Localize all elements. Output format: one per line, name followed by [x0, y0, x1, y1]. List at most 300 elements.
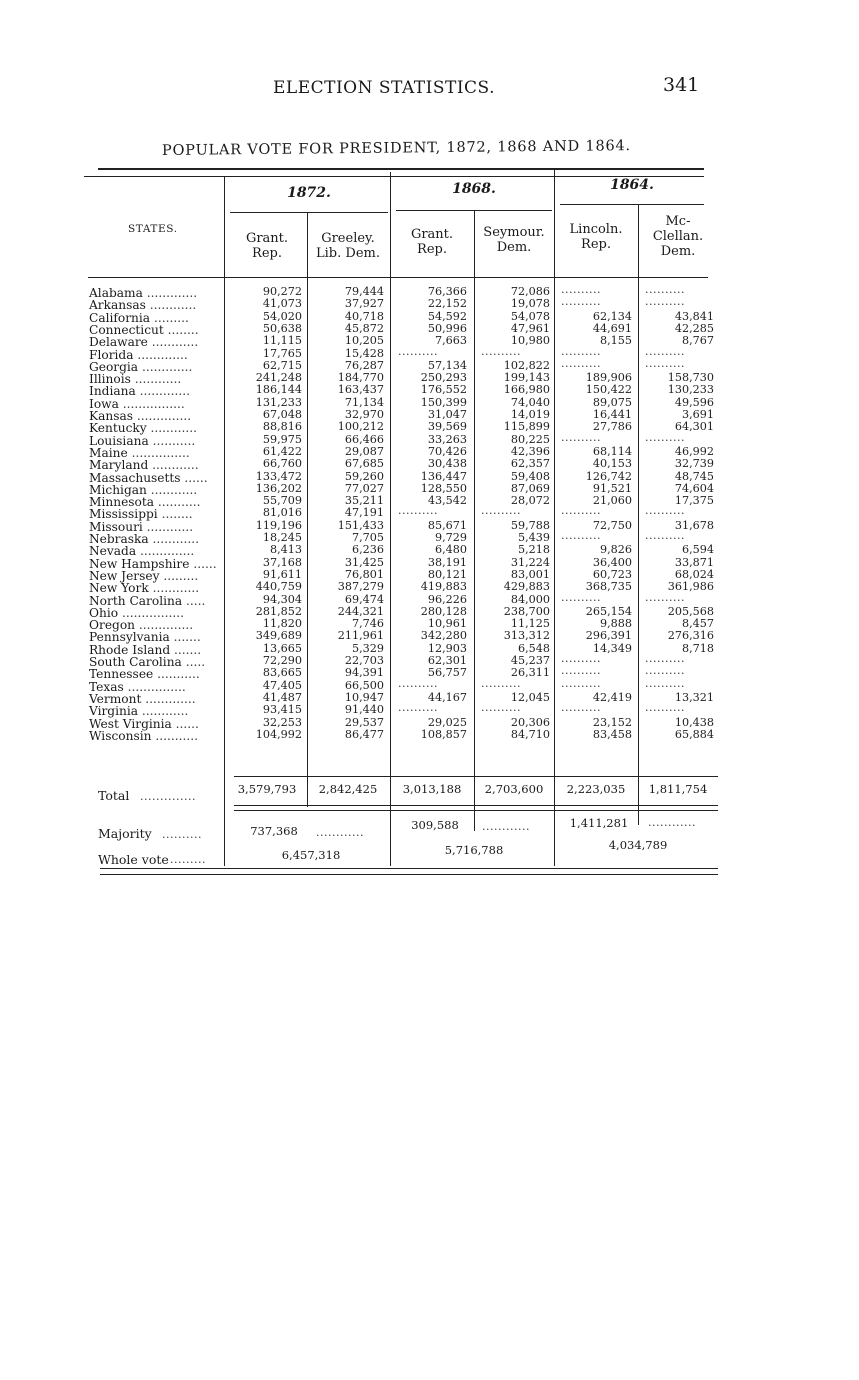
vote-value: 84,000	[510, 592, 550, 606]
vote-value: 83,665	[262, 666, 302, 680]
vote-value: 35,211	[344, 494, 384, 508]
leader-dots: ......	[171, 716, 199, 731]
state-label: New Hampshire	[89, 556, 190, 571]
empty-cell-dots: ..........	[561, 344, 601, 358]
vote-value: 65,884	[674, 727, 714, 741]
vote-value: 33,263	[427, 432, 467, 446]
vote-value: 15,428	[344, 346, 384, 360]
leader-dots: .............	[142, 286, 198, 300]
vote-value: 163,437	[337, 383, 384, 397]
year-header: 1864.	[610, 177, 654, 193]
vote-value: 136,202	[255, 481, 302, 495]
vote-value: 84,710	[510, 727, 550, 741]
majority-value: 737,368	[250, 824, 298, 838]
vote-value: 176,552	[420, 383, 467, 397]
column-header-line1: Lincoln.	[569, 222, 623, 237]
state-label: Minnesota	[89, 495, 155, 510]
total-bottom-rule-2	[234, 810, 718, 811]
vote-value: 32,970	[344, 408, 384, 421]
vote-value: 31,224	[510, 555, 550, 569]
empty-cell-dots: ..........	[645, 283, 685, 296]
leader-dots: ............	[145, 298, 197, 313]
vote-value: 18,245	[262, 531, 302, 544]
vote-value: 66,500	[344, 678, 384, 692]
vote-value: 7,705	[351, 531, 384, 544]
state-label: Oregon	[89, 618, 136, 633]
vote-value: 108,857	[420, 727, 467, 741]
vote-value: 54,592	[427, 309, 467, 323]
column-header-line2: Clellan.	[652, 229, 704, 244]
leader-dots: ............	[148, 458, 199, 473]
col-divider-states	[224, 176, 225, 866]
leader-dots: .............	[141, 691, 196, 706]
majority-empty-dots: ............	[648, 816, 696, 829]
leader-dots: ................	[118, 396, 185, 411]
vote-value: 12,903	[427, 641, 467, 655]
whole-vote-value: 6,457,318	[281, 848, 341, 862]
empty-cell-dots: ..........	[561, 590, 601, 604]
vote-value: 68,024	[674, 567, 714, 581]
leader-dots: ...............	[127, 445, 190, 460]
vote-value: 61,422	[262, 444, 302, 458]
vote-value: 296,391	[585, 629, 632, 643]
state-label: South Carolina	[89, 655, 182, 669]
leader-dots: ............	[130, 372, 182, 387]
column-header-line1: Seymour.	[483, 225, 545, 240]
leader-dots: ............	[147, 335, 199, 350]
vote-value: 128,550	[420, 481, 467, 495]
total-value: 3,579,793	[237, 782, 297, 796]
vote-value: 81,016	[262, 506, 302, 520]
vote-value: 43,542	[427, 494, 467, 508]
leader-dots: .......	[169, 630, 201, 645]
vote-value: 47,961	[510, 321, 550, 335]
empty-cell-dots: ..........	[645, 590, 685, 604]
vote-value: 150,422	[585, 383, 632, 397]
vote-value: 85,671	[427, 518, 467, 532]
vote-value: 429,883	[503, 580, 550, 594]
vote-value: 46,992	[674, 444, 714, 458]
vote-value: 41,487	[262, 690, 302, 704]
vote-value: 387,279	[337, 580, 384, 594]
vote-value: 6,480	[434, 543, 467, 557]
vote-value: 7,746	[351, 617, 384, 631]
col-divider-1868a	[474, 211, 475, 831]
leader-dots: .............	[138, 359, 193, 374]
table-top-rule	[98, 168, 704, 170]
total-value: 2,223,035	[566, 782, 626, 796]
vote-value: 90,272	[262, 285, 302, 298]
vote-value: 50,638	[262, 321, 302, 335]
state-label: New York	[89, 581, 149, 596]
whole-vote-label: Whole vote	[98, 852, 169, 867]
vote-value: 9,729	[434, 531, 467, 544]
leader-dots: ...........	[151, 728, 198, 743]
column-header	[230, 231, 304, 261]
vote-value: 10,980	[510, 334, 550, 348]
empty-cell-dots: ..........	[645, 344, 685, 358]
state-label: California	[89, 310, 151, 325]
vote-value: 102,822	[503, 358, 550, 372]
table-title: POPULAR VOTE FOR PRESIDENT, 1872, 1868 AND 1864.	[161, 138, 632, 159]
vote-value: 30,438	[427, 457, 467, 471]
column-header-line1: Mc-	[665, 214, 691, 229]
vote-value: 72,290	[262, 654, 302, 667]
vote-value: 44,167	[427, 690, 467, 704]
leader-dots: ...........	[148, 433, 196, 448]
vote-value: 74,040	[510, 395, 550, 409]
vote-value: 265,154	[585, 604, 632, 618]
leader-dots: .......	[170, 642, 202, 657]
total-value: 2,842,425	[318, 782, 378, 796]
vote-value: 79,444	[344, 285, 384, 298]
vote-value: 11,115	[262, 334, 302, 348]
leader-dots: .....	[181, 655, 206, 669]
states-column-header: STATES.	[128, 223, 178, 235]
vote-value: 62,357	[510, 457, 550, 471]
whole-vote-value: 4,034,789	[608, 838, 668, 852]
leader-dots: .........	[150, 310, 189, 325]
state-label: Mississippi	[89, 507, 158, 522]
vote-value: 74,604	[674, 481, 714, 495]
vote-value: 36,400	[592, 555, 632, 569]
vote-value: 126,742	[585, 469, 632, 483]
vote-value: 29,537	[344, 715, 384, 729]
vote-value: 45,872	[344, 321, 384, 335]
vote-value: 9,826	[599, 543, 632, 557]
state-label: Michigan	[89, 482, 147, 497]
col-divider-1864a	[638, 205, 639, 825]
empty-cell-dots: ..........	[561, 283, 601, 296]
vote-value: 115,899	[503, 420, 550, 434]
state-name	[89, 730, 224, 743]
leader-dots: ......	[189, 556, 217, 571]
vote-value: 86,477	[344, 727, 384, 741]
vote-value: 6,548	[517, 641, 550, 655]
empty-cell-dots: ..........	[645, 701, 685, 715]
state-label: Virginia	[89, 704, 139, 719]
vote-value: 38,191	[427, 555, 467, 569]
vote-value: 7,663	[434, 334, 467, 348]
majority-value: 309,588	[411, 818, 459, 832]
vote-value: 3,691	[681, 408, 714, 421]
vote-value: 40,718	[344, 309, 384, 323]
state-label: Rhode Island	[89, 642, 171, 657]
state-label: Ohio	[89, 605, 119, 620]
vote-value: 91,611	[262, 567, 302, 581]
vote-value: 13,321	[674, 690, 714, 704]
vote-value: 10,961	[427, 617, 467, 631]
vote-value: 17,375	[674, 494, 714, 508]
vote-value: 100,212	[337, 420, 384, 434]
vote-value: 48,745	[674, 469, 714, 483]
majority-leader-dots: ..........	[162, 828, 202, 841]
leader-dots: ...........	[153, 667, 200, 682]
empty-cell-dots: ..........	[561, 430, 601, 444]
vote-value: 80,225	[510, 432, 550, 446]
vote-value: 16,441	[592, 408, 632, 421]
vote-value: 44,691	[592, 321, 632, 335]
column-header-line1: Greeley.	[321, 231, 375, 246]
leader-dots: ..............	[136, 544, 195, 559]
column-header-line2: Dem.	[496, 240, 532, 255]
year-rule-1864	[560, 204, 704, 205]
vote-value: 184,770	[337, 371, 384, 385]
state-label: Nebraska	[89, 532, 149, 546]
vote-value: 91,521	[592, 481, 632, 495]
year-header: 1872.	[287, 185, 331, 201]
leader-dots: ......	[180, 470, 208, 485]
leader-dots: ...............	[123, 679, 186, 694]
vote-value: 12,045	[510, 690, 550, 704]
column-header-line3: Dem.	[660, 244, 696, 259]
vote-value: 47,405	[262, 678, 302, 692]
majority-empty-dots: ............	[482, 820, 530, 833]
empty-cell-dots: ..........	[645, 652, 685, 665]
majority-value: 1,411,281	[569, 816, 629, 830]
vote-value: 55,709	[262, 494, 302, 508]
vote-value: 8,718	[681, 641, 714, 655]
column-header	[641, 214, 715, 259]
whole-vote-leader-dots: .........	[170, 853, 206, 866]
vote-value: 77,027	[344, 481, 384, 495]
vote-value: 96,226	[427, 592, 467, 606]
leader-dots: .............	[133, 347, 188, 362]
vote-value: 104,992	[255, 727, 302, 741]
col-divider-1868-1864	[554, 168, 555, 866]
vote-value: 241,248	[255, 371, 302, 385]
vote-value: 49,596	[674, 395, 714, 409]
vote-value: 6,594	[681, 543, 714, 557]
state-label: Kansas	[89, 409, 133, 423]
empty-cell-dots: ..........	[481, 701, 521, 715]
state-label: Alabama	[89, 286, 143, 300]
vote-value: 59,260	[344, 469, 384, 483]
vote-value: 94,304	[262, 592, 302, 606]
column-header	[557, 222, 635, 252]
table-bottom-rule-2	[100, 874, 718, 875]
vote-value: 5,329	[351, 641, 384, 655]
state-label: Louisiana	[89, 433, 149, 448]
leader-dots: ................	[118, 605, 184, 620]
vote-value: 22,703	[344, 654, 384, 667]
vote-value: 54,078	[510, 309, 550, 323]
vote-value: 83,458	[592, 727, 632, 741]
total-value: 3,013,188	[402, 782, 462, 796]
empty-cell-dots: ..........	[561, 652, 601, 665]
column-header-line2: Rep.	[252, 246, 282, 261]
empty-cell-dots: ..........	[561, 664, 601, 678]
majority-label: Majority	[98, 826, 152, 841]
year-rule-1872	[230, 212, 388, 213]
table-bottom-rule	[100, 868, 718, 869]
leader-dots: ........	[163, 322, 199, 337]
vote-value: 313,312	[503, 629, 550, 643]
leader-dots: ............	[148, 532, 200, 546]
vote-value: 8,457	[681, 617, 714, 631]
vote-value: 42,285	[674, 321, 714, 335]
vote-value: 150,399	[420, 395, 467, 409]
column-header	[310, 231, 386, 261]
empty-cell-dots: ..........	[645, 356, 685, 370]
vote-value: 5,218	[517, 543, 550, 557]
vote-value: 39,569	[427, 420, 467, 434]
leader-dots: ............	[148, 581, 200, 596]
vote-value: 71,134	[344, 395, 384, 409]
vote-value: 27,786	[592, 420, 632, 434]
state-label: Kentucky	[89, 421, 147, 436]
vote-value: 131,233	[255, 395, 302, 409]
empty-cell-dots: ..........	[481, 504, 521, 518]
leader-dots: ..............	[133, 409, 192, 423]
state-label: Nevada	[89, 544, 137, 559]
vote-value: 8,155	[599, 334, 632, 348]
vote-value: 80,121	[427, 567, 467, 581]
vote-value: 11,125	[510, 617, 550, 631]
empty-cell-dots: ..........	[645, 529, 685, 542]
empty-cell-dots: ..........	[645, 664, 685, 678]
total-value: 2,703,600	[484, 782, 544, 796]
vote-value: 28,072	[510, 494, 550, 508]
vote-value: 281,852	[255, 604, 302, 618]
vote-value: 60,723	[592, 567, 632, 581]
vote-value: 244,321	[337, 604, 384, 618]
vote-value: 70,426	[427, 444, 467, 458]
page-number: 341	[663, 74, 700, 96]
column-header-line2: Rep.	[581, 237, 611, 252]
empty-cell-dots: ..........	[561, 295, 601, 309]
leader-dots: .........	[159, 568, 199, 583]
column-header-line2: Lib. Dem.	[316, 246, 380, 261]
state-label: Delaware	[89, 335, 148, 350]
state-label: Maryland	[89, 458, 149, 473]
vote-value: 32,253	[262, 715, 302, 729]
empty-cell-dots: ..........	[645, 430, 685, 444]
vote-value: 14,349	[592, 641, 632, 655]
header-bottom-rule	[88, 277, 708, 278]
vote-value: 47,191	[344, 506, 384, 520]
empty-cell-dots: ..........	[398, 676, 438, 690]
leader-dots: ............	[146, 482, 198, 497]
state-label: New Jersey	[89, 568, 160, 583]
vote-value: 21,060	[592, 494, 632, 508]
empty-cell-dots: ..........	[561, 529, 601, 542]
vote-value: 69,474	[344, 592, 384, 606]
vote-value: 10,947	[344, 690, 384, 704]
vote-value: 238,700	[503, 604, 550, 618]
vote-value: 6,236	[351, 543, 384, 557]
column-header-line1: Grant.	[245, 231, 289, 246]
empty-cell-dots: ..........	[645, 504, 685, 518]
vote-value: 20,306	[510, 715, 550, 729]
vote-value: 29,025	[427, 715, 467, 729]
vote-value: 76,366	[427, 285, 467, 298]
vote-value: 57,134	[427, 358, 467, 372]
vote-value: 62,715	[262, 358, 302, 372]
state-label: Pennsylvania	[89, 630, 170, 645]
state-label: West Virginia	[89, 716, 172, 731]
vote-value: 31,678	[674, 518, 714, 532]
vote-value: 31,425	[344, 555, 384, 569]
leader-dots: ............	[138, 704, 189, 719]
state-label: Vermont	[89, 691, 142, 706]
vote-value: 211,961	[337, 629, 384, 643]
vote-value: 14,019	[510, 408, 550, 421]
vote-value: 59,975	[262, 432, 302, 446]
vote-value: 31,047	[427, 408, 467, 421]
majority-empty-dots: ............	[316, 826, 364, 839]
column-header-line2: Rep.	[417, 242, 447, 257]
vote-value: 56,757	[427, 666, 467, 680]
leader-dots: ..............	[135, 618, 194, 633]
vote-value: 50,996	[427, 321, 467, 335]
col-divider-1872-1868	[390, 172, 391, 866]
vote-value: 349,689	[255, 629, 302, 643]
empty-cell-dots: ..........	[481, 344, 521, 358]
state-label: Georgia	[89, 359, 139, 374]
total-value: 1,811,754	[648, 782, 708, 796]
leader-dots: ............	[142, 519, 194, 534]
vote-value: 8,413	[269, 543, 302, 557]
vote-value: 158,730	[667, 371, 714, 385]
empty-cell-dots: ..........	[481, 676, 521, 690]
vote-value: 54,020	[262, 309, 302, 323]
vote-value: 62,301	[427, 654, 467, 667]
vote-value: 89,075	[592, 395, 632, 409]
vote-value: 59,408	[510, 469, 550, 483]
vote-value: 250,293	[420, 371, 467, 385]
state-label: Wisconsin	[89, 728, 152, 743]
vote-value: 67,048	[262, 408, 302, 421]
state-label: Maine	[89, 445, 128, 460]
vote-value: 62,134	[592, 309, 632, 323]
vote-value: 342,280	[420, 629, 467, 643]
total-leader-dots: ..............	[140, 790, 196, 803]
vote-value: 94,391	[344, 666, 384, 680]
leader-dots: ...........	[154, 495, 201, 510]
state-label: Massachusetts	[89, 470, 181, 485]
empty-cell-dots: ..........	[561, 356, 601, 370]
vote-value: 130,233	[667, 383, 714, 397]
state-label: Indiana	[89, 384, 136, 399]
vote-value: 66,760	[262, 457, 302, 471]
vote-value: 29,087	[344, 444, 384, 458]
empty-cell-dots: ..........	[398, 701, 438, 715]
vote-value: 205,568	[667, 604, 714, 618]
vote-value: 93,415	[262, 703, 302, 717]
leader-dots: .............	[135, 384, 190, 399]
vote-value: 440,759	[255, 580, 302, 594]
vote-value: 361,986	[667, 580, 714, 594]
vote-value: 22,152	[427, 297, 467, 311]
vote-value: 66,466	[344, 432, 384, 446]
vote-value: 76,287	[344, 358, 384, 372]
vote-value: 13,665	[262, 641, 302, 655]
leader-dots: ............	[146, 421, 198, 436]
vote-value: 10,205	[344, 334, 384, 348]
vote-value: 43,841	[674, 309, 714, 323]
empty-cell-dots: ..........	[398, 344, 438, 358]
vote-value: 136,447	[420, 469, 467, 483]
col-divider-1872a	[307, 213, 308, 807]
vote-value: 199,143	[503, 371, 550, 385]
vote-value: 166,980	[503, 383, 550, 397]
vote-value: 5,439	[517, 531, 550, 544]
year-header: 1868.	[452, 181, 496, 197]
whole-vote-value: 5,716,788	[444, 843, 504, 857]
vote-value: 68,114	[592, 444, 632, 458]
empty-cell-dots: ..........	[561, 701, 601, 715]
